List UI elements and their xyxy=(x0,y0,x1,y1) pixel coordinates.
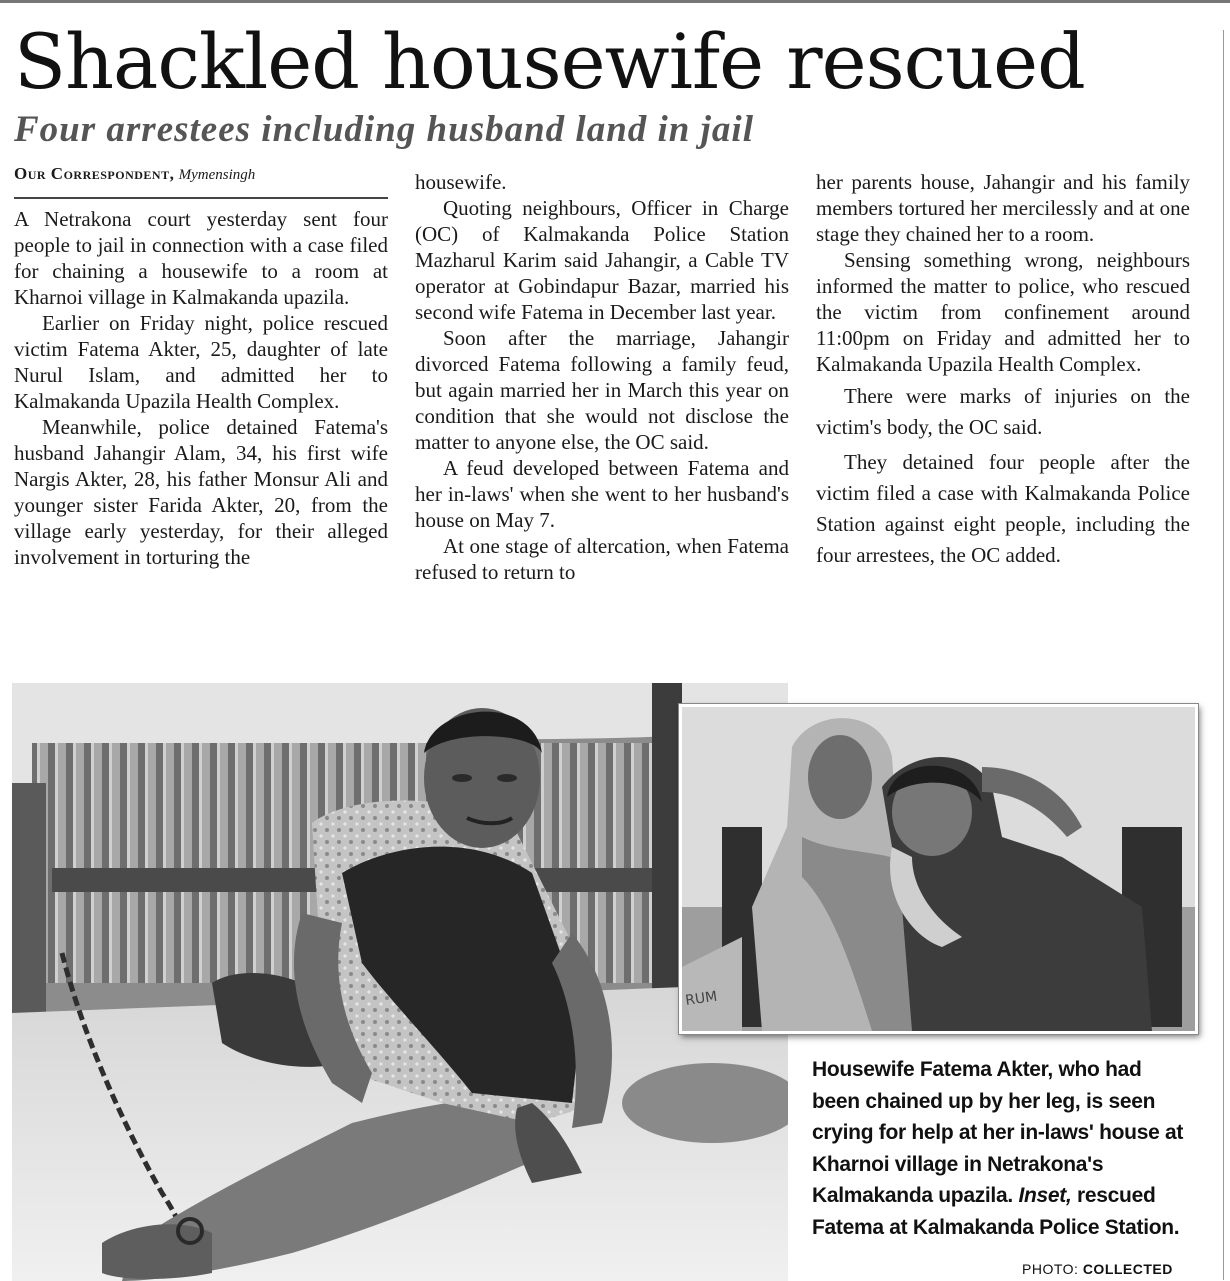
article-column-1 xyxy=(14,206,388,570)
byline-divider xyxy=(14,197,388,199)
caption-inset-label: Inset, xyxy=(1018,1184,1072,1207)
main-photo-illustration xyxy=(12,683,788,1281)
photo-credit-label: PHOTO: xyxy=(1022,1261,1079,1277)
photo-credit-source: COLLECTED xyxy=(1082,1261,1173,1277)
inset-sign-text: RUM xyxy=(684,988,719,1009)
article-paragraph: Soon after the marriage, Jahangir divorced Fatema following a family feud, but again married her in March this year on condition that she would not disclose the matter to anyone else, the OC said. xyxy=(415,326,789,454)
article-paragraph: her parents house, Jahangir and his family members tortured her mercilessly and at one stage they chained her to a room. xyxy=(816,170,1190,246)
subheadline: Four arrestees including husband land in jail xyxy=(14,109,754,150)
top-rule xyxy=(0,0,1230,3)
caption-text: Housewife Fatema Akter, who had been chained up by her leg, is seen crying for help at her in-laws' house at Kharnoi village in Netrakona's Kalmakanda upazila. xyxy=(812,1058,1184,1207)
article-paragraph: Quoting neighbours, Officer in Charge (OC) of Kalmakanda Police Station Mazharul Karim said Jahangir, a Cable TV operator at Gobindapur Bazar, married his second wife Fatema in December last year. xyxy=(415,196,789,324)
article-paragraph: A Netrakona court yesterday sent four people to jail in connection with a case filed for chaining a housewife to a room at Kharnoi village in Kalmakanda upazila. xyxy=(14,207,388,309)
caption-text-continued: rescued Fatema at Kalmakanda Police Station. xyxy=(812,1184,1180,1239)
article-paragraph: Sensing something wrong, neighbours informed the matter to police, who rescued the victim from confinement around 11:00pm on Friday and admitted her to Kalmakanda Upazila Health Complex. xyxy=(816,248,1190,376)
photo-credit xyxy=(1022,1261,1173,1277)
byline xyxy=(14,163,388,186)
photo-caption xyxy=(812,1054,1192,1243)
byline-name: Our Correspondent, xyxy=(14,164,175,183)
article-paragraph: Earlier on Friday night, police rescued victim Fatema Akter, 25, daughter of late Nurul Islam, and admitted her to Kalmakanda Upazila Health Complex. xyxy=(14,311,388,413)
article-paragraph: There were marks of injuries on the victim's body, the OC said. xyxy=(816,384,1190,439)
byline-location: Mymensingh xyxy=(178,167,256,183)
article-paragraph: A feud developed between Fatema and her in-laws' when she went to her husband's house on May 7. xyxy=(415,456,789,532)
headline: Shackled housewife rescued xyxy=(14,17,1085,106)
main-photo xyxy=(12,683,788,1281)
article-paragraph: housewife. xyxy=(415,170,507,194)
inset-photo-illustration xyxy=(682,707,1195,1031)
article-paragraph: They detained four people after the victim filed a case with Kalmakanda Police Station against eight people, including the four arrestees, the OC added. xyxy=(816,450,1190,567)
article-paragraph: Meanwhile, police detained Fatema's husband Jahangir Alam, 34, his first wife Nargis Akter, 28, his father Monsur Ali and younger sister Farida Akter, 20, from the village early yesterday, for their alleged involvement in torturing the xyxy=(14,415,388,569)
inset-photo xyxy=(679,704,1198,1034)
article-paragraph: At one stage of altercation, when Fatema refused to return to xyxy=(415,534,789,584)
article-column-3 xyxy=(816,169,1190,571)
column-edge-rule xyxy=(1223,30,1224,1280)
article-column-2 xyxy=(415,169,789,585)
